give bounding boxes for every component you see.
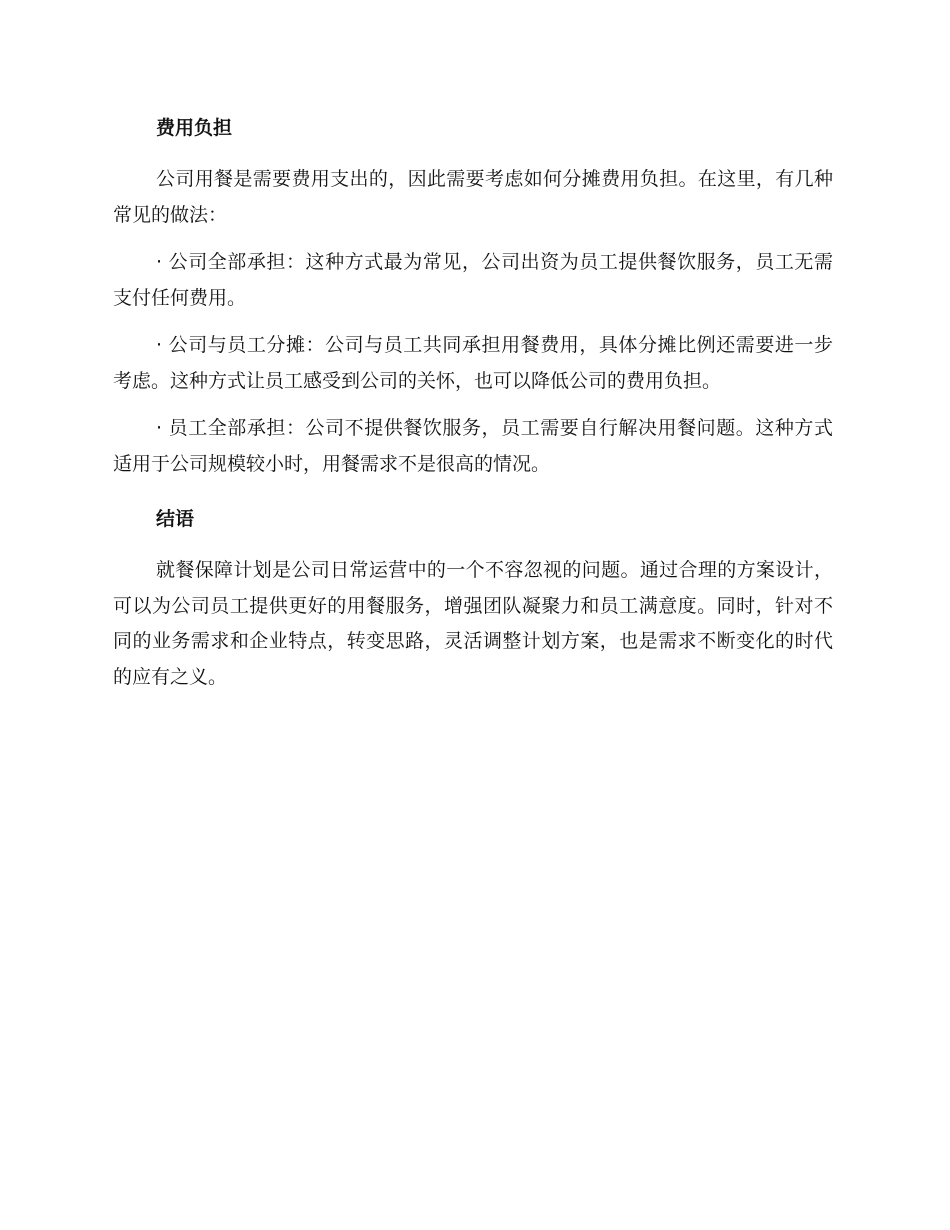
paragraph-conclusion: 就餐保障计划是公司日常运营中的一个不容忽视的问题。通过合理的方案设计，可以为公司员工提供更好的用餐服务，增强团队凝聚力和员工满意度。同时，针对不同的业务需求和企业特点，转变思路，灵活调整计划方案，也是需求不断变化的时代的应有之义。 [113, 559, 833, 688]
section-heading-conclusion: 结语 [156, 508, 195, 530]
paragraph-cost-intro: 公司用餐是需要费用支出的，因此需要考虑如何分摊费用负担。在这里，有几种常见的做法： [113, 168, 833, 226]
section-heading-cost: 费用负担 [156, 117, 233, 139]
bullet-shared-cost: · 公司与员工分摊：公司与员工共同承担用餐费用，具体分摊比例还需要进一步考虑。这种方式让员工感受到公司的关怀，也可以降低公司的费用负担。 [113, 334, 833, 392]
bullet-employee-full: · 员工全部承担：公司不提供餐饮服务，员工需要自行解决用餐问题。这种方式适用于公司规模较小时，用餐需求不是很高的情况。 [113, 417, 833, 475]
bullet-company-full: · 公司全部承担：这种方式最为常见，公司出资为员工提供餐饮服务，员工无需支付任何费用。 [113, 251, 833, 309]
document-page [113, 108, 833, 695]
